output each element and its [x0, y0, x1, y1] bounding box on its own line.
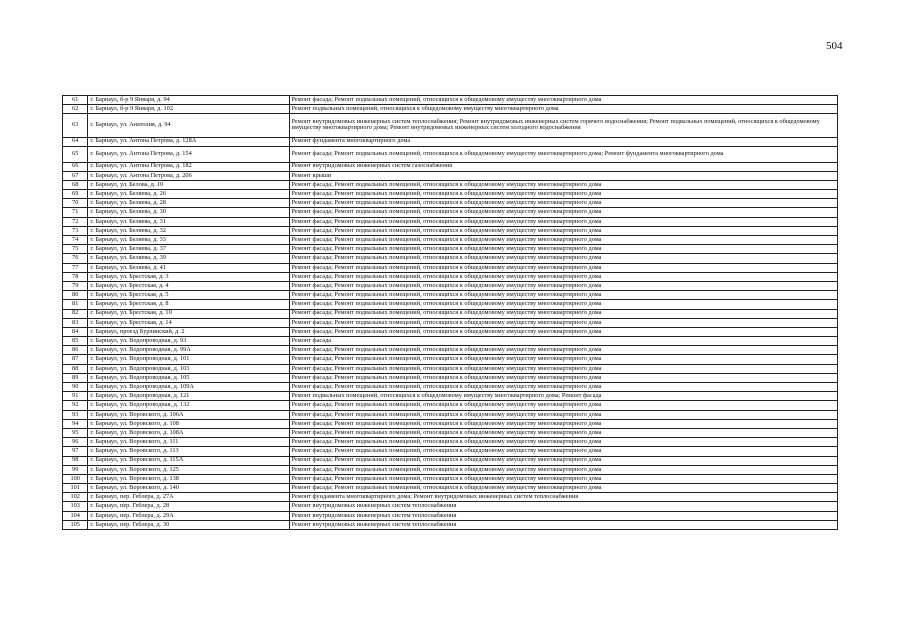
table-row [63, 410, 838, 419]
row-number: 105 [63, 520, 88, 529]
row-number: 76 [63, 254, 88, 263]
row-address: г. Барнаул, пер. Геблера, д. 27А [88, 493, 289, 502]
row-address: г. Барнаул, ул. Брестская, д. 14 [88, 318, 289, 327]
row-address: г. Барнаул, ул. Воровского, д. 140 [88, 484, 289, 493]
row-number: 68 [63, 180, 88, 189]
table-row [63, 254, 838, 263]
row-address: г. Барнаул, ул. Воровского, д. 138 [88, 474, 289, 483]
row-works: Ремонт фасада; Ремонт подвальных помещений, относящихся к общедомовому имуществу многоквартирного дома [289, 96, 838, 105]
row-number: 66 [63, 162, 88, 171]
row-address: г. Барнаул, ул. Воровского, д. 125 [88, 465, 289, 474]
row-works: Ремонт фасада; Ремонт подвальных помещений, относящихся к общедомовому имуществу многоквартирного дома [289, 447, 838, 456]
table-row [63, 309, 838, 318]
row-number: 75 [63, 245, 88, 254]
row-works: Ремонт внутридомовых инженерных систем теплоснабжения; Ремонт внутридомовых инженерных систем горячего водоснабжения; Ремонт подвальных помещений, относящихся к общедомовому имуществу многоквартирного дома; Ремонт внутридомовых инженерных систем холодного водоснабжения [289, 114, 838, 137]
row-number: 83 [63, 318, 88, 327]
table-row [63, 392, 838, 401]
row-address: г. Барнаул, ул. Беляева, д. 32 [88, 226, 289, 235]
row-address: г. Барнаул, ул. Антона Петрова, д. 154 [88, 146, 289, 162]
row-number: 72 [63, 217, 88, 226]
row-number: 64 [63, 137, 88, 146]
table-row [63, 373, 838, 382]
row-number: 81 [63, 300, 88, 309]
row-works: Ремонт фасада; Ремонт подвальных помещений, относящихся к общедомовому имуществу многоквартирного дома [289, 383, 838, 392]
row-address: г. Барнаул, ул. Анатолия, д. 94 [88, 114, 289, 137]
row-works: Ремонт фасада; Ремонт подвальных помещений, относящихся к общедомовому имуществу многоквартирного дома [289, 245, 838, 254]
row-number: 80 [63, 291, 88, 300]
row-number: 99 [63, 465, 88, 474]
row-address: г. Барнаул, ул. Беляева, д. 30 [88, 208, 289, 217]
page-number: 504 [826, 40, 843, 52]
row-works: Ремонт фасада; Ремонт подвальных помещений, относящихся к общедомовому имуществу многоквартирного дома [289, 272, 838, 281]
row-number: 84 [63, 327, 88, 336]
row-address: г. Барнаул, ул. Водопроводная, д. 99А [88, 346, 289, 355]
row-number: 101 [63, 484, 88, 493]
table-row [63, 199, 838, 208]
row-address: г. Барнаул, пер. Геблера, д. 30 [88, 520, 289, 529]
table-row [63, 300, 838, 309]
row-address: г. Барнаул, б-р 9 Января, д. 94 [88, 96, 289, 105]
table-row [63, 520, 838, 529]
row-works: Ремонт внутридомовых инженерных систем теплоснабжения [289, 520, 838, 529]
row-works: Ремонт фасада; Ремонт подвальных помещений, относящихся к общедомовому имуществу многоквартирного дома [289, 281, 838, 290]
row-number: 88 [63, 364, 88, 373]
table-row [63, 383, 838, 392]
row-number: 78 [63, 272, 88, 281]
row-address: г. Барнаул, ул. Брестская, д. 5 [88, 291, 289, 300]
row-number: 94 [63, 419, 88, 428]
table-row [63, 208, 838, 217]
row-address: г. Барнаул, ул. Брестская, д. 3 [88, 272, 289, 281]
row-number: 79 [63, 281, 88, 290]
row-works: Ремонт фасада; Ремонт подвальных помещений, относящихся к общедомовому имуществу многоквартирного дома [289, 327, 838, 336]
row-address: г. Барнаул, ул. Воровского, д. 108 [88, 419, 289, 428]
table-row [63, 438, 838, 447]
row-works: Ремонт фундамента многоквартирного дома [289, 137, 838, 146]
table-row [63, 456, 838, 465]
row-address: г. Барнаул, проезд Бурлинский, д. 2 [88, 327, 289, 336]
row-address: г. Барнаул, ул. Брестская, д. 8 [88, 300, 289, 309]
table-row [63, 484, 838, 493]
row-works: Ремонт фасада; Ремонт подвальных помещений, относящихся к общедомовому имуществу многоквартирного дома [289, 236, 838, 245]
row-number: 65 [63, 146, 88, 162]
table-row [63, 281, 838, 290]
table-row [63, 502, 838, 511]
row-works: Ремонт фасада; Ремонт подвальных помещений, относящихся к общедомовому имуществу многоквартирного дома [289, 226, 838, 235]
row-works: Ремонт фасада; Ремонт подвальных помещений, относящихся к общедомовому имуществу многоквартирного дома [289, 318, 838, 327]
table-row [63, 474, 838, 483]
row-address: г. Барнаул, ул. Воровского, д. 108А [88, 428, 289, 437]
row-address: г. Барнаул, ул. Воровского, д. 115А [88, 456, 289, 465]
row-works: Ремонт фасада; Ремонт подвальных помещений, относящихся к общедомовому имуществу многоквартирного дома [289, 373, 838, 382]
row-number: 77 [63, 263, 88, 272]
row-works: Ремонт внутридомовых инженерных систем теплоснабжения [289, 502, 838, 511]
row-works: Ремонт фасада; Ремонт подвальных помещений, относящихся к общедомовому имуществу многоквартирного дома [289, 410, 838, 419]
row-address: г. Барнаул, ул. Воровского, д. 111 [88, 438, 289, 447]
table-row [63, 465, 838, 474]
row-number: 73 [63, 226, 88, 235]
table-row [63, 137, 838, 146]
row-works: Ремонт фасада [289, 337, 838, 346]
row-address: г. Барнаул, ул. Брестская, д. 4 [88, 281, 289, 290]
row-works: Ремонт фасада; Ремонт подвальных помещений, относящихся к общедомовому имуществу многоквартирного дома [289, 300, 838, 309]
row-works: Ремонт фасада; Ремонт подвальных помещений, относящихся к общедомовому имуществу многоквартирного дома [289, 199, 838, 208]
row-address: г. Барнаул, ул. Белова, д. 10 [88, 180, 289, 189]
row-address: г. Барнаул, ул. Брестская, д. 10 [88, 309, 289, 318]
row-number: 86 [63, 346, 88, 355]
row-address: г. Барнаул, пер. Геблера, д. 28 [88, 502, 289, 511]
row-works: Ремонт фундамента многоквартирного дома; Ремонт внутридомовых инженерных систем теплоснабжения [289, 493, 838, 502]
row-address: г. Барнаул, ул. Антона Петрова, д. 206 [88, 171, 289, 180]
table-row [63, 96, 838, 105]
row-works: Ремонт фасада; Ремонт подвальных помещений, относящихся к общедомовому имуществу многоквартирного дома [289, 254, 838, 263]
row-works: Ремонт фасада; Ремонт подвальных помещений, относящихся к общедомовому имуществу многоквартирного дома [289, 346, 838, 355]
row-address: г. Барнаул, ул. Водопроводная, д. 101 [88, 355, 289, 364]
row-address: г. Барнаул, ул. Водопроводная, д. 103 [88, 364, 289, 373]
row-number: 92 [63, 401, 88, 410]
table-row [63, 511, 838, 520]
row-address: г. Барнаул, ул. Беляева, д. 39 [88, 254, 289, 263]
row-works: Ремонт фасада; Ремонт подвальных помещений, относящихся к общедомовому имуществу многоквартирного дома [289, 364, 838, 373]
row-works: Ремонт фасада; Ремонт подвальных помещений, относящихся к общедомовому имуществу многоквартирного дома [289, 419, 838, 428]
table-row [63, 493, 838, 502]
table-row [63, 146, 838, 162]
table-row [63, 346, 838, 355]
row-address: г. Барнаул, ул. Антона Петрова, д. 128А [88, 137, 289, 146]
row-works: Ремонт фасада; Ремонт подвальных помещений, относящихся к общедомовому имуществу многоквартирного дома [289, 217, 838, 226]
row-address: г. Барнаул, ул. Водопроводная, д. 93 [88, 337, 289, 346]
row-address: г. Барнаул, ул. Водопроводная, д. 109А [88, 383, 289, 392]
row-number: 82 [63, 309, 88, 318]
row-address: г. Барнаул, ул. Беляева, д. 33 [88, 236, 289, 245]
row-works: Ремонт фасада; Ремонт подвальных помещений, относящихся к общедомовому имуществу многоквартирного дома [289, 263, 838, 272]
row-number: 69 [63, 190, 88, 199]
table-row [63, 114, 838, 137]
row-works: Ремонт фасада; Ремонт подвальных помещений, относящихся к общедомовому имуществу многоквартирного дома [289, 180, 838, 189]
table-row [63, 291, 838, 300]
table-row [63, 447, 838, 456]
row-number: 63 [63, 114, 88, 137]
row-number: 74 [63, 236, 88, 245]
row-works: Ремонт фасада; Ремонт подвальных помещений, относящихся к общедомовому имуществу многоквартирного дома [289, 428, 838, 437]
row-address: г. Барнаул, ул. Беляева, д. 37 [88, 245, 289, 254]
table-row [63, 428, 838, 437]
row-number: 89 [63, 373, 88, 382]
row-address: г. Барнаул, ул. Беляева, д. 41 [88, 263, 289, 272]
table-row [63, 327, 838, 336]
row-address: г. Барнаул, ул. Воровского, д. 113 [88, 447, 289, 456]
row-number: 67 [63, 171, 88, 180]
row-number: 95 [63, 428, 88, 437]
table-row [63, 337, 838, 346]
table-row [63, 419, 838, 428]
row-works: Ремонт подвальных помещений, относящихся к общедомовому имуществу многоквартирного дома; Ремонт фасада [289, 392, 838, 401]
row-works: Ремонт подвальных помещений, относящихся к общедомовому имуществу многоквартирного дома [289, 105, 838, 114]
row-number: 62 [63, 105, 88, 114]
row-works: Ремонт фасада; Ремонт подвальных помещений, относящихся к общедомовому имуществу многоквартирного дома [289, 438, 838, 447]
table-row [63, 226, 838, 235]
table-row [63, 364, 838, 373]
row-works: Ремонт внутридомовых инженерных систем газоснабжения [289, 162, 838, 171]
row-number: 90 [63, 383, 88, 392]
row-works: Ремонт фасада; Ремонт подвальных помещений, относящихся к общедомовому имуществу многоквартирного дома [289, 208, 838, 217]
table-row [63, 217, 838, 226]
row-number: 102 [63, 493, 88, 502]
row-number: 61 [63, 96, 88, 105]
row-number: 103 [63, 502, 88, 511]
row-works: Ремонт фасада; Ремонт подвальных помещений, относящихся к общедомовому имуществу многоквартирного дома [289, 291, 838, 300]
table-row [63, 105, 838, 114]
row-works: Ремонт фасада; Ремонт подвальных помещений, относящихся к общедомовому имуществу многоквартирного дома [289, 465, 838, 474]
row-works: Ремонт фасада; Ремонт подвальных помещений, относящихся к общедомовому имуществу многоквартирного дома [289, 484, 838, 493]
table-row [63, 401, 838, 410]
table-row [63, 263, 838, 272]
row-number: 96 [63, 438, 88, 447]
row-address: г. Барнаул, ул. Водопроводная, д. 121 [88, 392, 289, 401]
row-address: г. Барнаул, ул. Антона Петрова, д. 182 [88, 162, 289, 171]
table-row [63, 180, 838, 189]
table-row [63, 272, 838, 281]
row-address: г. Барнаул, ул. Беляева, д. 28 [88, 199, 289, 208]
row-address: г. Барнаул, ул. Беляева, д. 31 [88, 217, 289, 226]
row-number: 71 [63, 208, 88, 217]
row-works: Ремонт фасада; Ремонт подвальных помещений, относящихся к общедомовому имуществу многоквартирного дома [289, 456, 838, 465]
works-table [62, 95, 838, 530]
row-address: г. Барнаул, ул. Воровского, д. 106А [88, 410, 289, 419]
row-works: Ремонт крыши [289, 171, 838, 180]
row-works: Ремонт внутридомовых инженерных систем теплоснабжения [289, 511, 838, 520]
row-works: Ремонт фасада; Ремонт подвальных помещений, относящихся к общедомовому имуществу многоквартирного дома [289, 355, 838, 364]
row-works: Ремонт фасада; Ремонт подвальных помещений, относящихся к общедомовому имуществу многоквартирного дома [289, 309, 838, 318]
row-works: Ремонт фасада; Ремонт подвальных помещений, относящихся к общедомовому имуществу многоквартирного дома [289, 190, 838, 199]
row-number: 91 [63, 392, 88, 401]
row-number: 93 [63, 410, 88, 419]
works-table-body [63, 96, 838, 530]
table-row [63, 318, 838, 327]
row-number: 87 [63, 355, 88, 364]
table-row [63, 190, 838, 199]
table-row [63, 236, 838, 245]
row-works: Ремонт фасада; Ремонт подвальных помещений, относящихся к общедомовому имуществу многоквартирного дома [289, 401, 838, 410]
table-row [63, 162, 838, 171]
row-number: 104 [63, 511, 88, 520]
row-number: 97 [63, 447, 88, 456]
row-number: 100 [63, 474, 88, 483]
table-row [63, 355, 838, 364]
row-address: г. Барнаул, ул. Беляева, д. 26 [88, 190, 289, 199]
row-number: 85 [63, 337, 88, 346]
row-address: г. Барнаул, б-р 9 Января, д. 102 [88, 105, 289, 114]
table-row [63, 245, 838, 254]
row-works: Ремонт фасада; Ремонт подвальных помещений, относящихся к общедомовому имуществу многоквартирного дома; Ремонт фундамента многоквартирного дома [289, 146, 838, 162]
row-number: 98 [63, 456, 88, 465]
row-number: 70 [63, 199, 88, 208]
row-works: Ремонт фасада; Ремонт подвальных помещений, относящихся к общедомовому имуществу многоквартирного дома [289, 474, 838, 483]
row-address: г. Барнаул, ул. Водопроводная, д. 105 [88, 373, 289, 382]
table-row [63, 171, 838, 180]
row-address: г. Барнаул, пер. Геблера, д. 29А [88, 511, 289, 520]
row-address: г. Барнаул, ул. Водопроводная, д. 132 [88, 401, 289, 410]
